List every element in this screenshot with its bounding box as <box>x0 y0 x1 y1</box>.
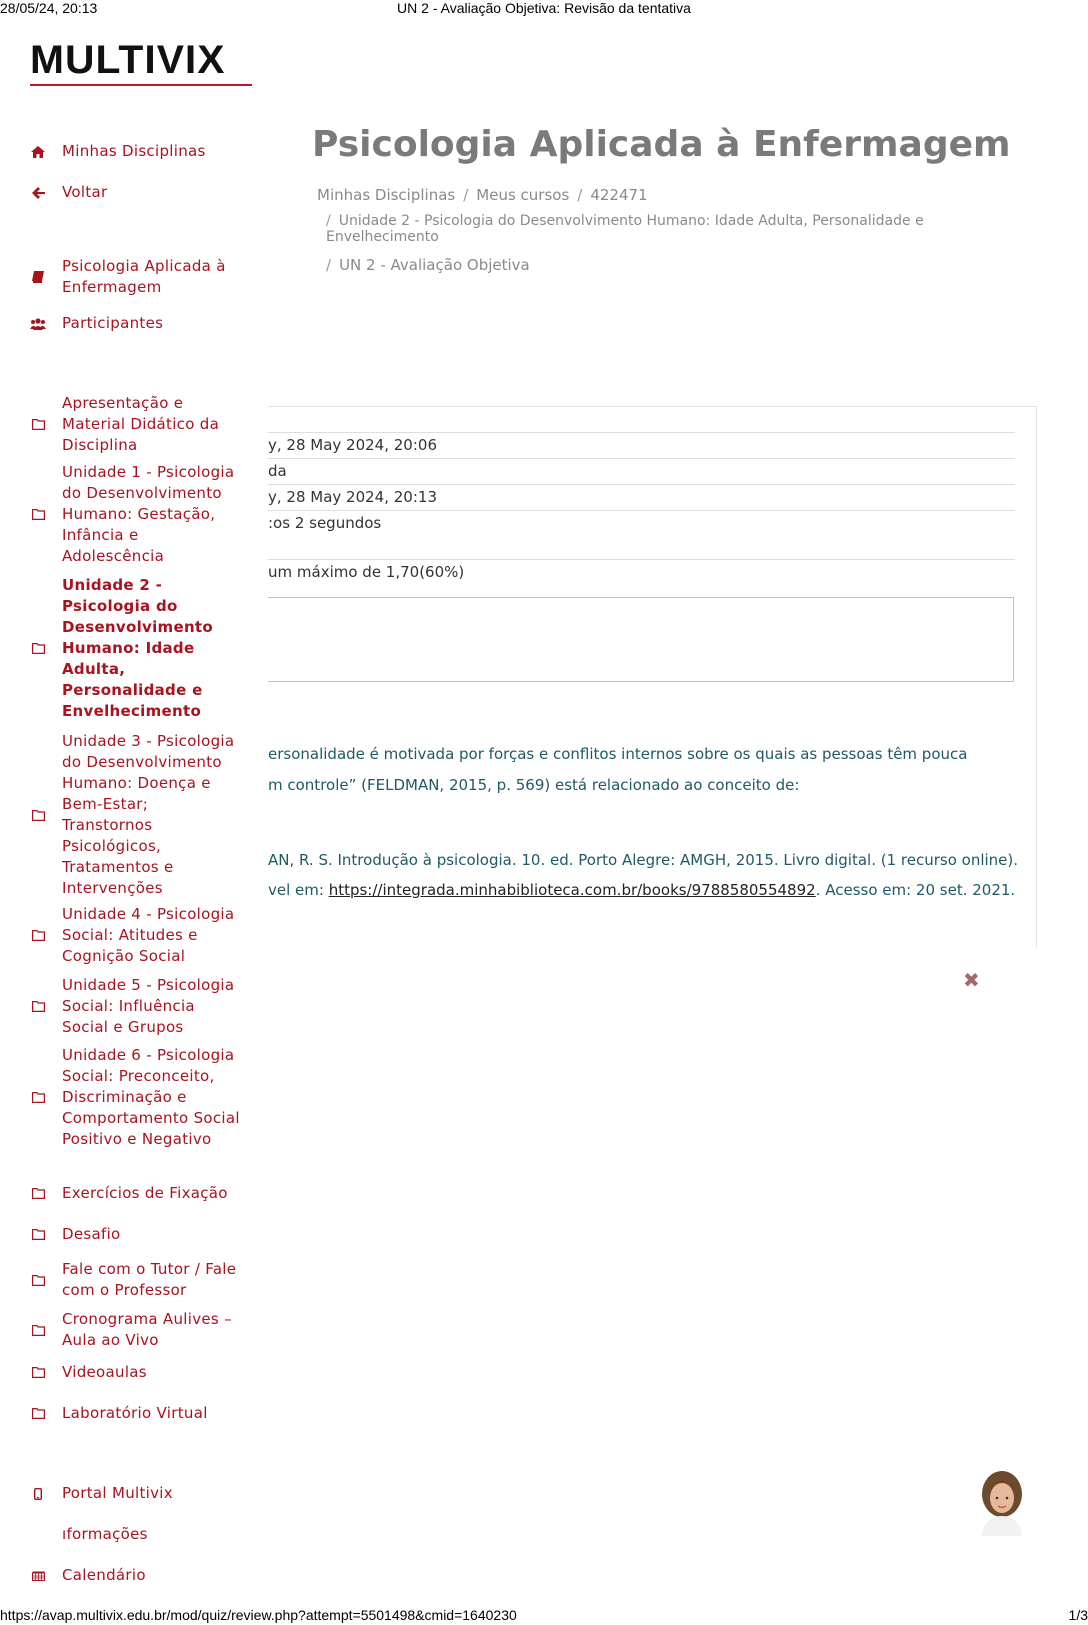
sidebar-item-label: Minhas Disciplinas <box>62 142 206 160</box>
folder-icon <box>30 1325 46 1336</box>
logo-text: MULTIVIX <box>30 38 226 82</box>
sidebar-item-label: Portal Multivix <box>62 1484 173 1502</box>
sidebar-item-section[interactable] <box>30 1224 250 1245</box>
sidebar-item-participantes[interactable] <box>30 313 250 334</box>
sidebar-item-section[interactable] <box>30 975 250 1038</box>
sidebar-item-section[interactable] <box>30 1045 250 1150</box>
sidebar-item-section[interactable] <box>30 1362 250 1383</box>
sidebar-item-course[interactable] <box>30 256 250 298</box>
summary-started: y, 28 May 2024, 20:06 <box>268 436 437 454</box>
sidebar-item-label: Unidade 3 - Psicologia do Desenvolvimento Humano: Doença e Bem-Estar; Transtornos Psicológicos, Tratamentos e Intervenções <box>62 732 235 897</box>
summary-divider <box>268 458 1015 459</box>
sidebar-item-label: Cronograma Aulives – Aula ao Vivo <box>62 1310 232 1349</box>
sidebar-item-section[interactable] <box>30 1183 250 1204</box>
page-title: Psicologia Aplicada à Enfermagem <box>312 124 1011 165</box>
sidebar-item-label: Unidade 6 - Psicologia Social: Preconceito, Discriminação e Comportamento Social Positivo e Negativo <box>62 1046 240 1148</box>
print-url: https://avap.multivix.edu.br/mod/quiz/review.php?attempt=5501498&cmid=1640230 <box>0 1607 517 1623</box>
summary-divider <box>268 510 1015 511</box>
summary-divider <box>268 559 1015 560</box>
folder-icon <box>30 1001 46 1012</box>
sidebar-item-label: Fale com o Tutor / Fale com o Professor <box>62 1260 237 1299</box>
reference-link[interactable]: https://integrada.minhabiblioteca.com.br/books/9788580554892 <box>328 881 816 899</box>
breadcrumb-unit[interactable] <box>326 213 1006 245</box>
breadcrumb-item-minhas-disciplinas[interactable]: Minhas Disciplinas <box>317 186 456 204</box>
sidebar-item-section[interactable] <box>30 904 250 967</box>
breadcrumb-separator: / <box>463 186 469 204</box>
mobile-icon <box>30 1488 46 1500</box>
folder-icon <box>30 930 46 941</box>
sidebar-item-section[interactable] <box>30 1309 250 1351</box>
sidebar-item-label: Psicologia Aplicada à Enfermagem <box>62 257 226 296</box>
sidebar-item-label: Calendário <box>62 1566 146 1584</box>
question-reference-line1: AN, R. S. Introdução à psicologia. 10. ed. Porto Alegre: AMGH, 2015. Livro digital. (1 recurso online). <box>268 851 1019 869</box>
folder-icon <box>30 1188 46 1199</box>
summary-divider <box>268 484 1015 485</box>
folder-icon <box>30 1229 46 1240</box>
folder-icon <box>30 643 46 654</box>
chat-assistant-avatar[interactable] <box>976 1470 1028 1536</box>
reference-suffix: . Acesso em: 20 set. 2021. <box>815 881 1016 899</box>
sidebar-item-portal[interactable] <box>30 1483 250 1504</box>
summary-duration: :os 2 segundos <box>268 514 382 532</box>
incorrect-mark-icon: ✖ <box>963 968 980 992</box>
sidebar-item-label: Exercícios de Fixação <box>62 1184 228 1202</box>
breadcrumb-separator: / <box>577 186 583 204</box>
folder-icon <box>30 1408 46 1419</box>
users-icon <box>30 318 46 330</box>
sidebar-item-voltar[interactable] <box>30 182 250 203</box>
folder-icon <box>30 810 46 821</box>
summary-divider <box>268 432 1015 433</box>
sidebar-item-label: Apresentação e Material Didático da Disciplina <box>62 394 220 454</box>
reference-prefix: vel em: <box>268 881 329 899</box>
sidebar-item-section[interactable] <box>30 393 250 456</box>
print-datetime: 28/05/24, 20:13 <box>0 0 98 16</box>
folder-icon <box>30 1275 46 1286</box>
sidebar-item-label: Videoaulas <box>62 1363 147 1381</box>
breadcrumb-item-activity: UN 2 - Avaliação Objetiva <box>339 256 530 274</box>
breadcrumb <box>317 186 648 204</box>
folder-icon <box>30 509 46 520</box>
book-icon <box>30 271 46 283</box>
sidebar <box>0 0 260 1625</box>
breadcrumb-item-course-id[interactable]: 422471 <box>590 186 648 204</box>
sidebar-item-label: Unidade 5 - Psicologia Social: Influência Social e Grupos <box>62 976 235 1036</box>
question-text-line1: ersonalidade é motivada por forças e conflitos internos sobre os quais as pessoas têm pouca <box>268 745 968 763</box>
summary-completed: y, 28 May 2024, 20:13 <box>268 488 437 506</box>
print-page-number: 1/3 <box>1068 1607 1088 1623</box>
sidebar-item-section-active[interactable] <box>30 575 250 722</box>
breadcrumb-item-meus-cursos[interactable]: Meus cursos <box>476 186 570 204</box>
home-icon <box>30 146 46 158</box>
sidebar-item-section[interactable] <box>30 731 250 899</box>
sidebar-item-label: Desafio <box>62 1225 121 1243</box>
summary-grade: um máximo de 1,70(60%) <box>268 563 465 581</box>
folder-icon <box>30 419 46 430</box>
calendar-icon <box>30 1571 46 1581</box>
sidebar-item-section[interactable] <box>30 1403 250 1424</box>
sidebar-item-calendario[interactable] <box>30 1565 250 1586</box>
sidebar-item-label: Participantes <box>62 314 164 332</box>
breadcrumb-separator: / <box>326 213 331 229</box>
question-info-box <box>268 597 1014 682</box>
question-text-line2: m controle” (FELDMAN, 2015, p. 569) está relacionado ao conceito de: <box>268 776 800 794</box>
breadcrumb-item-unit-cont: Envelhecimento <box>326 229 439 245</box>
breadcrumb-item-unit: Unidade 2 - Psicologia do Desenvolvimento Humano: Idade Adulta, Personalidade e <box>338 213 924 229</box>
breadcrumb-separator: / <box>326 256 332 274</box>
sidebar-item-label: ıformações <box>62 1525 148 1543</box>
sidebar-item-label: Laboratório Virtual <box>62 1404 208 1422</box>
print-page-title: UN 2 - Avaliação Objetiva: Revisão da tentativa <box>397 0 691 16</box>
sidebar-item-label: Unidade 4 - Psicologia Social: Atitudes e Cognição Social <box>62 905 235 965</box>
question-reference-line2 <box>268 881 1015 899</box>
sidebar-item-section[interactable] <box>30 1259 250 1301</box>
arrow-left-icon <box>30 187 46 199</box>
folder-icon <box>30 1367 46 1378</box>
print-footer <box>0 1607 1088 1625</box>
sidebar-item-label: Unidade 1 - Psicologia do Desenvolvimento Humano: Gestação, Infância e Adolescência <box>62 463 235 565</box>
sidebar-item-label: Voltar <box>62 183 108 201</box>
breadcrumb-activity[interactable] <box>326 256 530 274</box>
sidebar-item-minhas-disciplinas[interactable] <box>30 141 250 162</box>
sidebar-item-label: Unidade 2 - Psicologia do Desenvolvimento Humano: Idade Adulta, Personalidade e Envelhecimento <box>62 576 214 720</box>
folder-icon <box>30 1092 46 1103</box>
sidebar-item-informacoes[interactable] <box>30 1524 250 1545</box>
summary-state: da <box>268 462 287 480</box>
sidebar-item-section[interactable] <box>30 462 250 567</box>
